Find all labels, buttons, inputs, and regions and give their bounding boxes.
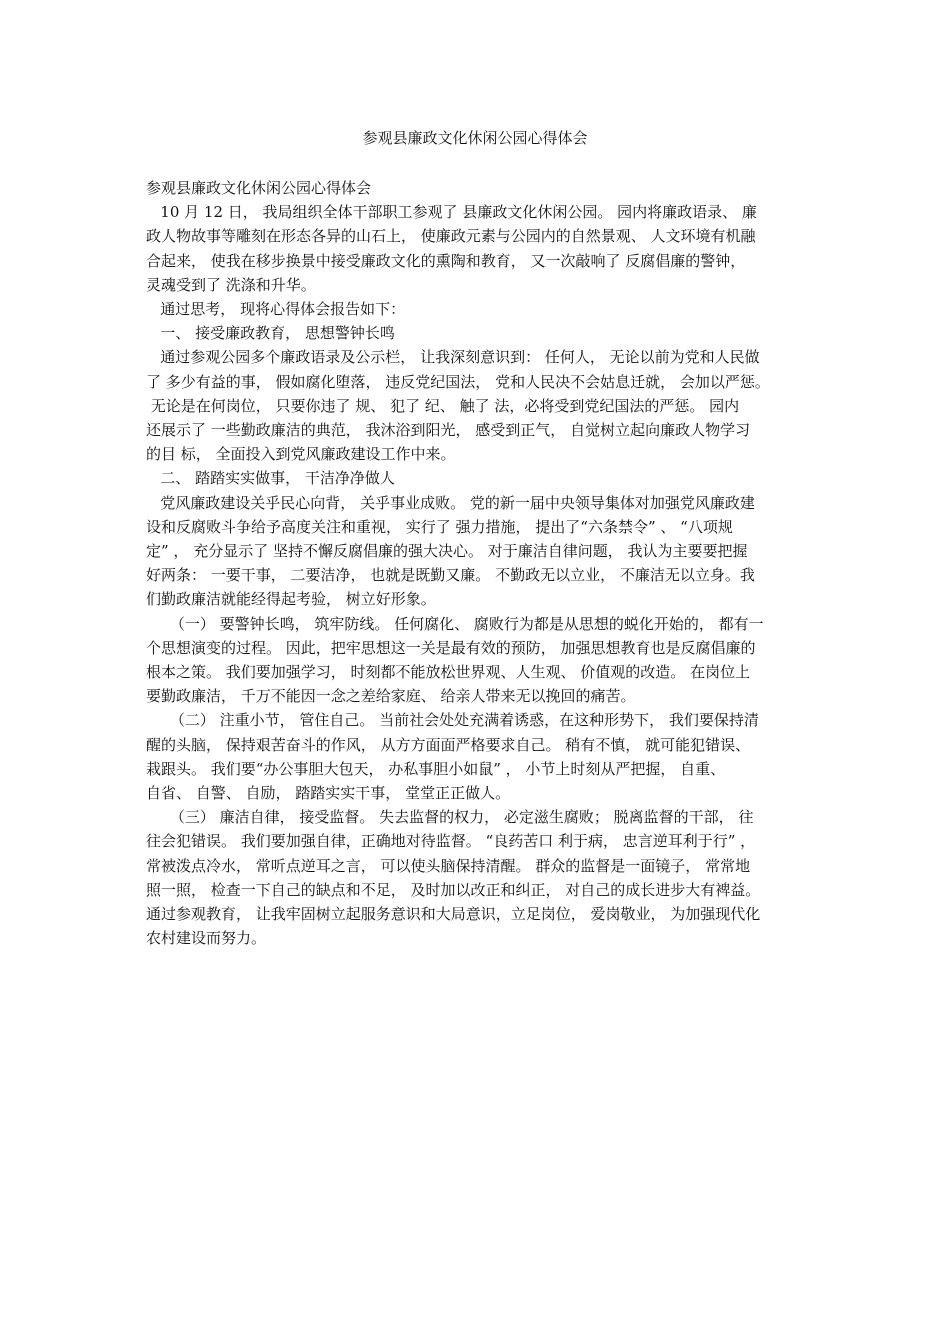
section-heading: 二、 踏踏实实做事， 干洁净净做人	[146, 469, 395, 488]
body-line: 还展示了 一些勤政廉洁的典范， 我沐浴到阳光， 感受到正气， 自觉树立起向廉政人物学习	[146, 421, 751, 440]
body-line: （一） 要警钟长鸣， 筑牢防线。 任何腐化、 腐败行为都是从思想的蜕化开始的， 都有一	[146, 614, 764, 633]
body-line: 通过思考， 现将心得体会报告如下：	[146, 300, 406, 319]
body-line: 政人物故事等雕刻在形态各异的山石上， 使廉政元素与公园内的自然景观、 人文环境有机融	[146, 227, 756, 246]
document-body	[146, 176, 814, 951]
body-line: 往会犯错误。 我们要加强自律，正确地对待监督。 “良药苦口 利于病， 忠言逆耳利于行” ，	[146, 832, 756, 851]
body-line: 党风廉政建设关乎民心向背， 关乎事业成败。 党的新一届中央领导集体对加强党风廉政建	[146, 493, 755, 512]
body-line: 合起来， 使我在移步换景中接受廉政文化的熏陶和教育， 又一次敲响了 反腐倡廉的警钟，	[146, 251, 746, 270]
body-line: 10 月 12 日， 我局组织全体干部职工参观了 县廉政文化休闲公园。 园内将廉政语录、 廉	[146, 203, 757, 222]
body-line: 栽跟头。 我们要“办公事胆大包天， 办私事胆小如鼠” ， 小节上时刻从严把握， 自重、	[146, 759, 726, 778]
body-line: 农村建设而努力。	[146, 929, 267, 948]
body-line: 参观县廉政文化休闲公园心得体会	[146, 179, 372, 197]
section-heading: 一、 接受廉政教育， 思想警钟长鸣	[146, 324, 395, 343]
body-line: 个思想演变的过程。 因此，把牢思想这一关是最有效的预防， 加强思想教育也是反腐倡廉的	[146, 638, 756, 657]
body-line: 们勤政廉洁就能经得起考验， 树立好形象。	[146, 590, 436, 609]
body-line: 灵魂受到了 洗涤和升华。	[146, 275, 316, 294]
body-line: 定” ， 充分显示了 坚持不懈反腐倡廉的强大决心。 对于廉洁自律问题， 我认为主要要把握	[146, 542, 748, 561]
body-line: 通过参观公园多个廉政语录及公示栏， 让我深刻意识到： 任何人， 无论以前为党和人民做	[146, 348, 760, 367]
body-line: 通过参观教育， 让我牢固树立起服务意识和大局意识，立足岗位， 爱岗敬业， 为加强现代化	[146, 905, 761, 924]
body-line: 自省、 自警、 自励， 踏踏实实干事， 堂堂正正做人。	[146, 784, 511, 803]
body-line: （三） 廉洁自律， 接受监督。 失去监督的权力， 必定滋生腐败； 脱离监督的干部， 往	[146, 808, 754, 827]
body-line: （二） 注重小节， 管住自己。 当前社会处处充满着诱惑，在这种形势下， 我们要保持清	[146, 711, 759, 730]
document-title: 参观县廉政文化休闲公园心得体会	[362, 129, 588, 147]
body-line: 常被泼点冷水， 常听点逆耳之言， 可以使头脑保持清醒。 群众的监督是一面镜子， 常常地	[146, 856, 751, 875]
body-line: 的目 标， 全面投入到党风廉政建设工作中来。	[146, 445, 456, 464]
body-line: 根本之策。 我们要加强学习， 时刻都不能放松世界观、人生观、 价值观的改造。 在岗位上	[146, 663, 751, 682]
body-line: 醒的头脑， 保持艰苦奋斗的作风， 从方方面面严格要求自己。 稍有不慎， 就可能犯错误、	[146, 735, 751, 754]
body-line: 要勤政廉洁， 千万不能因一念之差给家庭、 给亲人带来无以挽回的痛苦。	[146, 687, 636, 706]
body-line: 无论是在何岗位， 只要你违了 规、 犯了 纪、 触了 法，必将受到党纪国法的严惩。 园内	[146, 396, 740, 415]
body-line: 照一照， 检查一下自己的缺点和不足， 及时加以改正和纠正， 对自己的成长进步大有裨益。	[146, 880, 761, 899]
body-line: 好两条： 一要干事， 二要洁净， 也就是既勤又廉。 不勤政无以立业， 不廉洁无以立身。我	[146, 566, 755, 585]
body-line: 了 多少有益的事， 假如腐化堕落， 违反党纪国法， 党和人民决不会姑息迁就， 会加以严惩。	[146, 372, 770, 391]
body-line: 设和反腐败斗争给予高度关注和重视， 实行了 强力措施， 提出了“六条禁令” 、 “八项规	[146, 517, 733, 536]
